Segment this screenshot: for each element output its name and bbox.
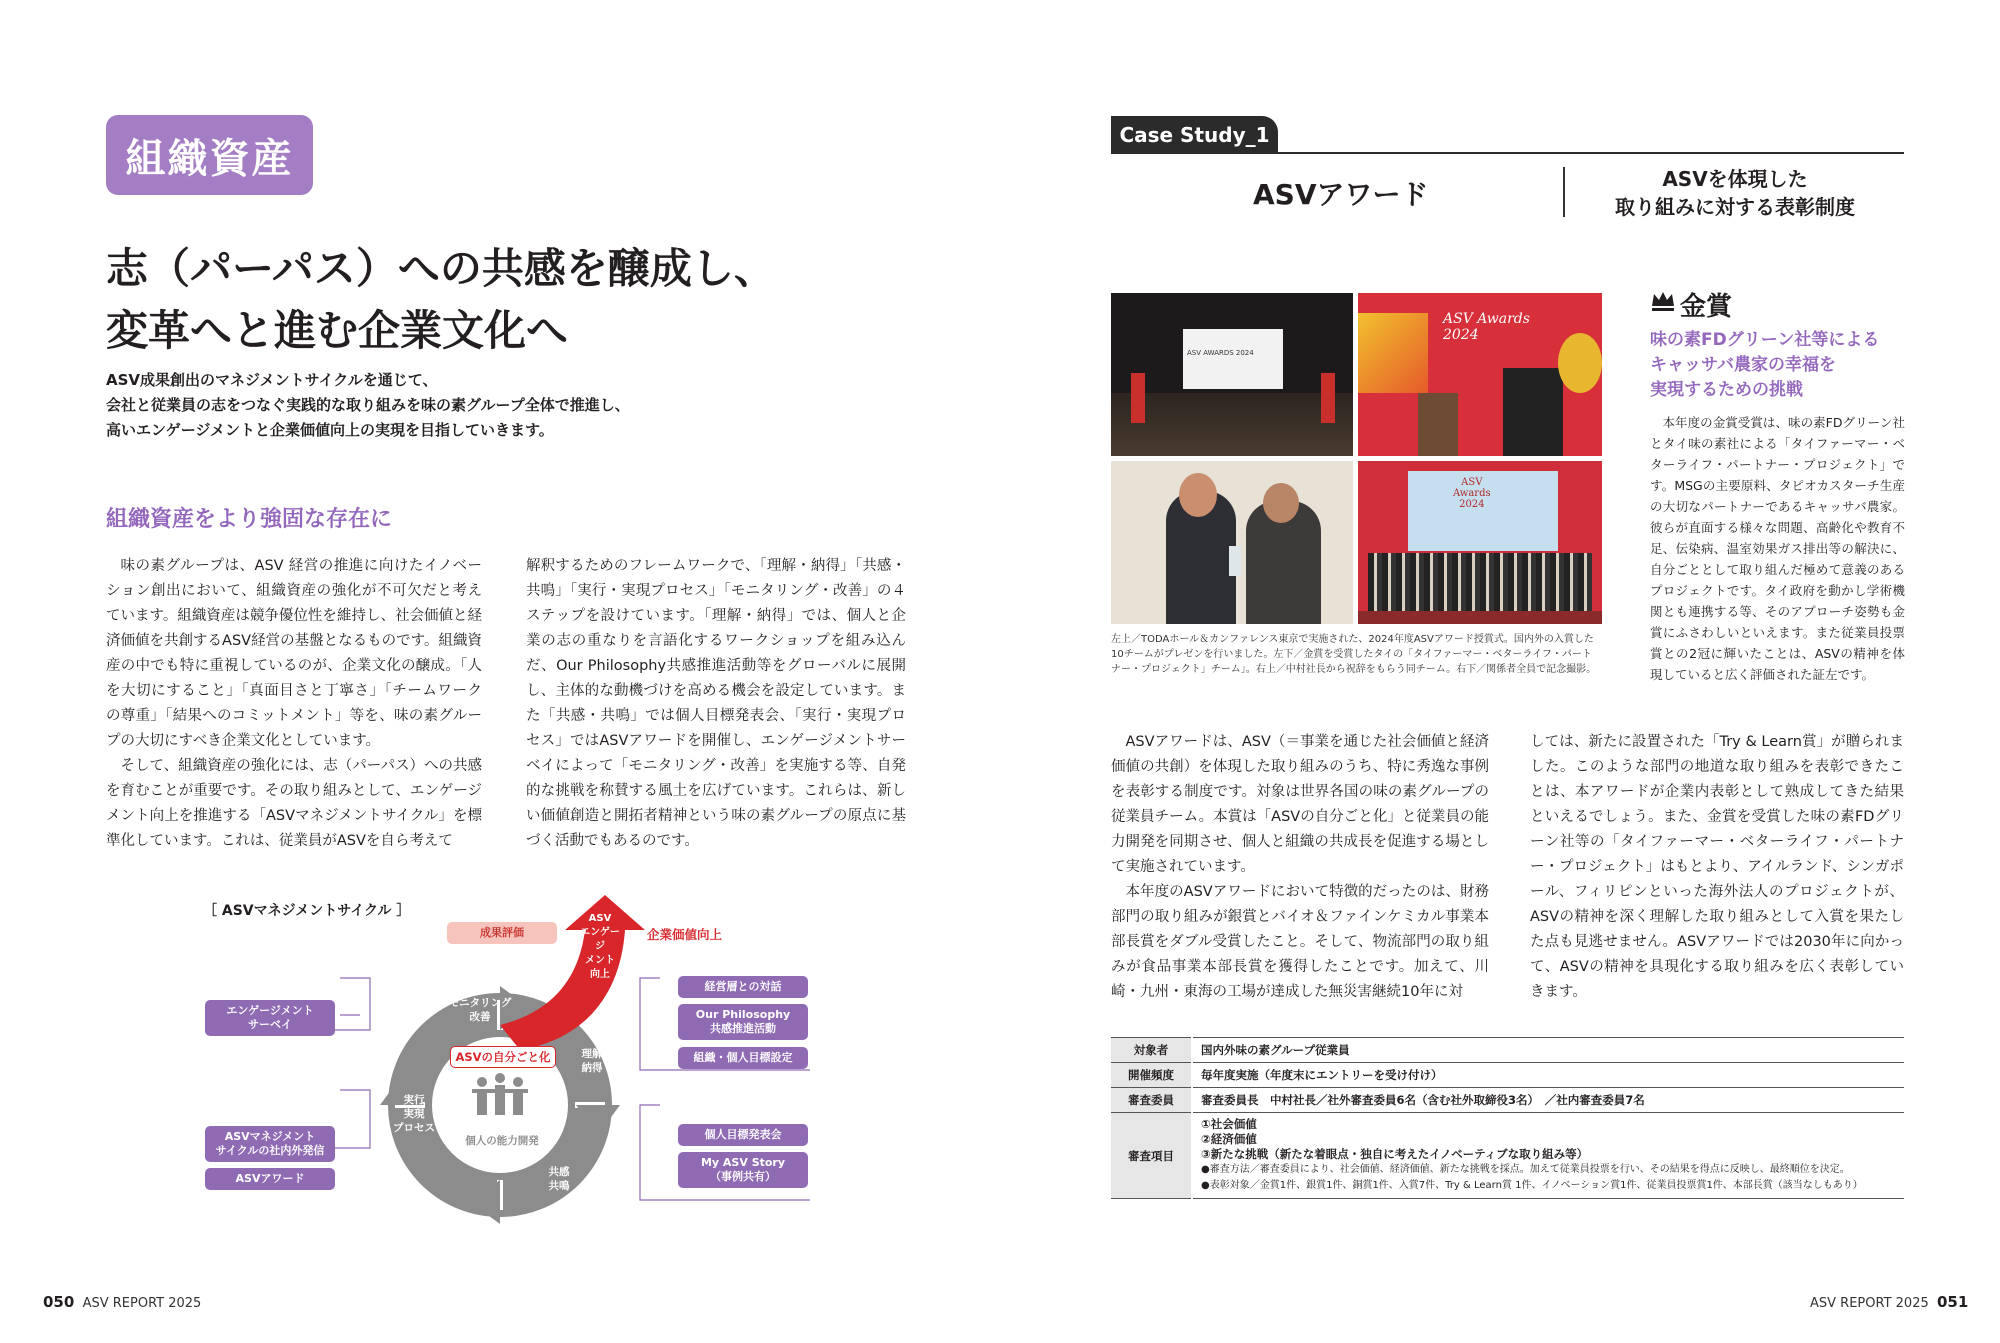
headline-line-2: 変革へと進む企業文化へ [106,306,569,355]
criteria-item: ③新たな挑戦（新たな着眼点・独自に考えたイノベーティブな取り組み等） [1201,1147,1589,1161]
criteria-note: ●表彰対象／金賞1件、銀賞1件、銅賞1件、入賞7件、Try & Learn賞 1件、イノベーション賞1件、従業員投票賞1件、本部長賞（該当なしもあり） [1201,1180,1863,1191]
case-study-tab: Case Study_1 [1111,116,1278,154]
table-label: 審査項目 [1111,1113,1192,1199]
right-item-story: My ASV Story （事例共有） [678,1152,808,1188]
diagram-title: ［ ASVマネジメントサイクル ］ [203,903,411,919]
folio-text: ASV REPORT 2025 [82,1296,202,1311]
folio-right [1810,1293,1968,1311]
label-eval: 成果評価 [447,922,557,944]
award-info-table [1111,1037,1904,1199]
criteria-note: ●審査方法／審査委員により、社会価値、経済価値、新たな挑戦を採点。加えて従業員投票を行い、その結果を得点に反映し、最終順位を決定。 [1201,1164,1850,1175]
section-badge: 組織資産 [106,115,313,195]
body-paragraph: ASVアワードは、ASV（＝事業を通じた社会価値と経済価値の共創）を体現した取り組みのうち、特に秀逸な事例を表彰する制度です。対象は世界各国の味の素グループの従業員チーム。本賞は「ASVの自分ごと化」と従業員の能力開発を同期させ、個人と組織の共成長を促進する場として実施されています。 [1111,734,1489,875]
table-value: 毎年度実施（年度末にエントリーを受け付け） [1192,1063,1904,1088]
arrow-label: ASV エンゲージ メント 向上 [580,913,620,980]
step-understand: 理解 納得 [581,1048,603,1074]
core-label: 個人の能力開発 [465,1135,539,1147]
lead-line-3: 高いエンゲージメントと企業価値向上の実現を目指していきます。 [106,421,554,439]
criteria-item: ①社会価値 [1201,1117,1257,1131]
table-row [1111,1038,1904,1063]
gold-award-title: 金賞 [1680,292,1733,322]
table-value: 審査委員長 中村社長／社外審査委員6名（含む社外取締役3名） ／社内審査委員7名 [1192,1088,1904,1113]
group-banner-text: ASV Awards 2024 [1453,477,1491,510]
center-label: ASVの自分ごと化 [450,1046,556,1068]
page-headline [106,238,826,362]
engagement-arrow [500,895,645,1050]
lead-line-1: ASV成果創出のマネジメントサイクルを通じて、 [106,371,438,389]
lead-text [106,368,806,443]
table-value [1192,1113,1904,1199]
right-body-column-2 [1530,730,1904,1005]
photo-caption: 左上／TODAホール＆カンファレンス東京で実施された、2024年度ASVアワード授賞式。国内外の入賞した10チームがプレゼンを行いました。左下／金賞を受賞したタイの「タイファーマー・ベターライフ・パートナー・プロジェクト」チーム」。右上／中村社長から祝辞をもらう同チーム。右下／関係者全員で記念撮影。 [1111,634,1597,675]
award-description: ASVを体現した 取り組みに対する表彰制度 [1615,167,1855,219]
gold-award-subtitle: 味の素FDグリーン社等による キャッサバ農家の幸福を 実現するための挑戦 [1650,330,1880,400]
criteria-item: ②経済価値 [1201,1132,1257,1146]
table-row [1111,1088,1904,1113]
photo-group [1358,461,1602,624]
photo-president-speech [1358,293,1602,456]
headline-line-1: 志（パーパス）への共感を醸成し、 [106,244,776,293]
body-paragraph: 味の素グループは、ASV 経営の推進に向けたイノベーション創出において、組織資産の強化が不可欠だと考えています。組織資産は競争優位性を維持し、社会価値と経済価値を共創するASV経営の基盤となるものです。組織資産の中でも特に重視しているのが、企業文化の醸成。「人を大切にすること」「真面目さと丁寧さ」「チームワークの尊重」「結果へのコミットメント」等を、味の素グループの大切にすべき企業文化としています。 [106,558,482,749]
left-item-survey: エンゲージメント サーベイ [205,1000,335,1036]
left-body-column-1 [106,554,482,854]
left-item-communication: ASVマネジメント サイクルの社内外発信 [205,1126,335,1162]
photo-gold-winners [1111,461,1353,624]
body-paragraph: 本年度のASVアワードにおいて特徴的だったのは、財務部門の取り組みが銀賞とバイオ＆ファインケミカル事業本部長賞をダブル受賞したこと。そして、物流部門の取り組みが食品事業本部長賞を獲得したことです。加えて、川崎・九州・東海の工場が達成した無災害継続10年に対 [1111,884,1489,1000]
crown-icon [1650,290,1676,312]
header-rule [1111,152,1904,154]
step-monitor: モニタリング 改善 [448,997,512,1023]
folio-text: ASV REPORT 2025 [1810,1296,1929,1311]
people-icon [472,1073,528,1115]
table-label: 対象者 [1111,1038,1192,1063]
section-subhead: 組織資産をより強固な存在に [106,507,393,532]
right-body-column-1 [1111,730,1489,1005]
label-value: 企業価値向上 [647,927,723,942]
body-paragraph: しては、新たに設置された「Try & Learn賞」が贈られました。このような部門の地道な取り組みを表彰できたことは、本アワードが企業内表彰として熟成してきた結果といえるでしょう。また、金賞を受賞した味の素FDグリーン社等の「タイファーマー・ベターライフ・パートナー・プロジェクト」はもとより、アイルランド、シンガポール、フィリピンといった海外法人のプロジェクトが、ASVの精神を深く理解した取り組みとして入賞を果たした点も見逃せません。ASVアワードでは2030年に向かって、ASVの精神を具現化する取り組みを広く表彰していきます。 [1530,734,1904,1000]
table-label: 開催頻度 [1111,1063,1192,1088]
photo-ceremony-stage [1111,293,1353,456]
page-number: 050 [43,1293,75,1311]
left-body-column-2 [526,554,906,854]
left-item-award: ASVアワード [205,1168,335,1190]
step-empathy: 共感 共鳴 [548,1166,570,1192]
awards-banner-text: ASV Awards 2024 [1443,311,1530,343]
header-divider [1563,167,1565,217]
body-paragraph: そして、組織資産の強化には、志（パーパス）への共感を育むことが重要です。その取り組みとして、エンゲージメント向上を推進する「ASVマネジメントサイクル」を標準化しています。これは、従業員がASVを自ら考えて [106,758,482,849]
lead-line-2: 会社と従業員の志をつなぐ実践的な取り組みを味の素グループ全体で推進し、 [106,396,630,414]
folio-left [43,1293,201,1311]
award-name: ASVアワード [1253,178,1429,211]
right-item-philosophy: Our Philosophy 共感推進活動 [678,1004,808,1040]
page-number: 051 [1937,1293,1969,1311]
step-execute: 実行 実現 プロセス [393,1094,435,1134]
table-label: 審査委員 [1111,1088,1192,1113]
table-value: 国内外味の素グループ従業員 [1192,1038,1904,1063]
stage-slide-text: ASV AWARDS 2024 [1187,349,1254,357]
right-item-dialogue: 経営層との対話 [678,976,808,998]
body-paragraph: 解釈するためのフレームワークで、「理解・納得」「共感・共鳴」「実行・実現プロセス」「モニタリング・改善」の４ステップを設けています。「理解・納得」では、個人と企業の志の重なりを言語化するワークショップを組み込んだ、Our Philosophy共感推進活動等をグローバルに展開し、主体的な動機づけを高める機会を設定しています。また「共感・共鳴」では個人目標発表会、「実行・実現プロセス」ではASVアワードを開催し、エンゲージメントサーベイによって「モニタリング・改善」を実施する等、自発的な挑戦を称賛する風土を広げています。これらは、新しい価値創造と開拓者精神という味の素グループの原点に基づく活動でもあるのです。 [526,558,906,849]
right-item-presentation: 個人目標発表会 [678,1124,808,1146]
gold-award-body: 本年度の金賞受賞は、味の素FDグリーン社とタイ味の素社による「タイファーマー・ベターライフ・パートナー・プロジェクト」です。MSGの主要原料、タピオカスターチ生産の大切なパートナーであるキャッサバ農家。彼らが直面する様々な問題、高齢化や教育不足、伝染病、温室効果ガス排出等の解決に、自分ごととして取り組んだ極めて意義のあるプロジェクトです。タイ政府を動かし学術機関とも連携する等、そのアプローチ姿勢も金賞にふさわしいといえます。また従業員投票賞との2冠に輝いたことは、ASVの精神を体現していると広く評価された証左です。 [1650,415,1905,682]
table-row [1111,1113,1904,1199]
table-row [1111,1063,1904,1088]
right-item-goals: 組織・個人目標設定 [678,1047,808,1069]
